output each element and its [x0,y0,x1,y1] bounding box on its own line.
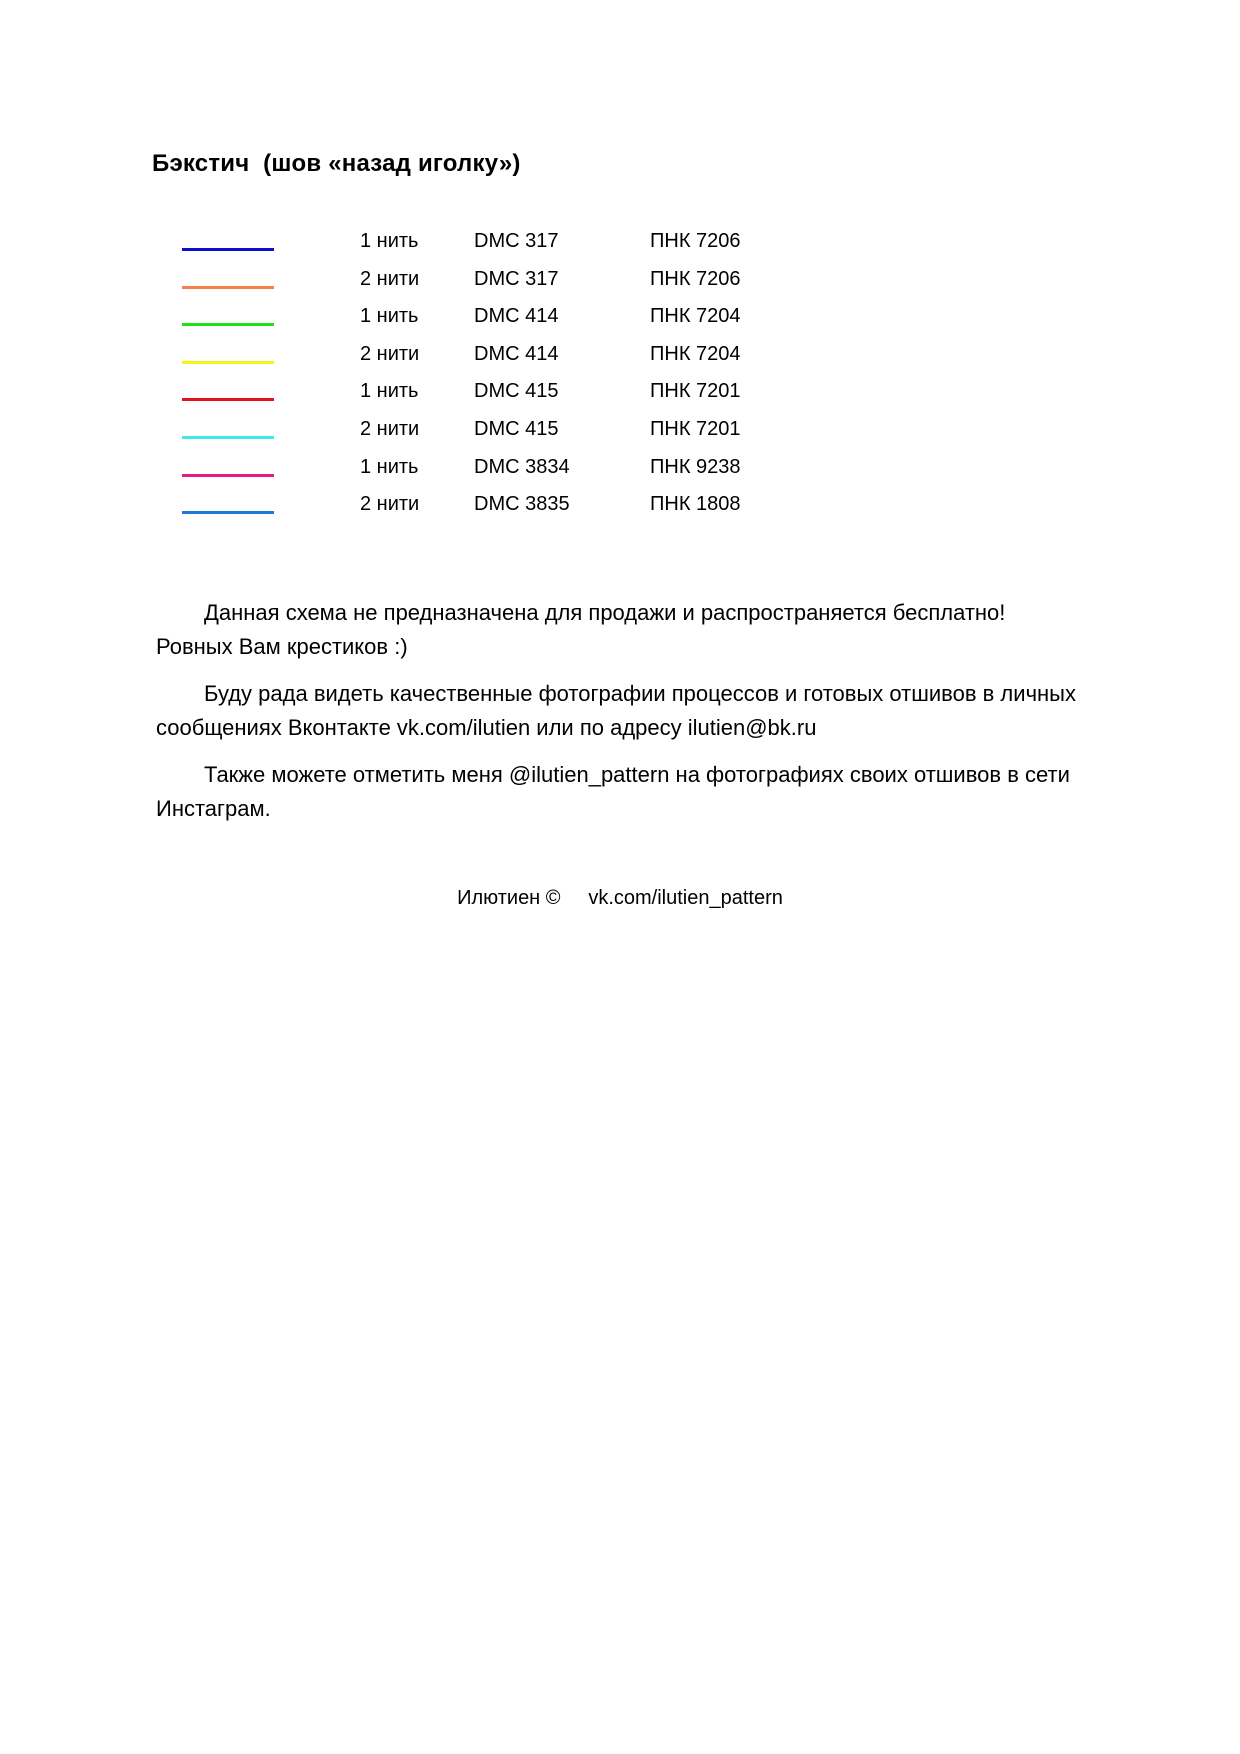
legend-row [182,378,802,416]
strand-count: 1 нить [360,305,419,328]
thread-color-swatch [182,286,274,289]
notes-section [156,596,1076,839]
pnk-code: ПНК 7204 [650,305,741,328]
dmc-code: DMC 415 [474,417,559,440]
dmc-code: DMC 414 [474,342,559,365]
pnk-code: ПНК 7204 [650,342,741,365]
pnk-code: ПНК 7206 [650,267,741,290]
strand-count: 1 нить [360,230,419,252]
legend-row [182,416,802,454]
footer-author: Илютиен © [457,887,561,909]
pnk-code: ПНК 7206 [650,230,741,252]
strand-count: 2 нити [360,417,420,440]
instagram-note: Также можете отметить меня @ilutien_pattern на фотографиях своих отшивов в сети Инстаграм. [156,762,1070,821]
pnk-code: ПНК 7201 [650,380,741,403]
footer [0,887,1240,910]
dmc-code: DMC 415 [474,380,559,403]
strand-count: 2 нити [360,267,420,290]
photo-request-note: Буду рада видеть качественные фотографии процессов и готовых отшивов в личных сообщениях Вконтакте vk.com/ilutien или по адресу ilutien@bk.ru [156,681,1076,740]
dmc-code: DMC 3834 [474,455,570,478]
legend-row [182,341,802,379]
thread-color-swatch [182,323,274,326]
dmc-code: DMC 317 [474,230,559,252]
dmc-code: DMC 317 [474,267,559,290]
thread-color-swatch [182,436,274,439]
pnk-code: ПНК 1808 [650,493,741,516]
strand-count: 1 нить [360,455,419,478]
legend-row [182,454,802,492]
legend-row [182,228,802,266]
strand-count: 1 нить [360,380,419,403]
dmc-code: DMC 3835 [474,493,570,516]
legend-row [182,266,802,304]
thread-color-swatch [182,248,274,251]
thread-color-swatch [182,398,274,401]
legend-row [182,491,802,529]
thread-color-swatch [182,511,274,514]
pnk-code: ПНК 9238 [650,455,741,478]
backstitch-legend [182,228,802,529]
legend-row [182,303,802,341]
free-distribution-note: Данная схема не предназначена для продажи и распространяется бесплатно! Ровных Вам крестиков :) [156,600,1006,659]
thread-color-swatch [182,361,274,364]
strand-count: 2 нити [360,493,420,516]
footer-link: vk.com/ilutien_pattern [588,887,783,909]
strand-count: 2 нити [360,342,420,365]
pnk-code: ПНК 7201 [650,417,741,440]
thread-color-swatch [182,474,274,477]
dmc-code: DMC 414 [474,305,559,328]
section-heading: Бэкстич (шов «назад иголку») [152,150,521,177]
